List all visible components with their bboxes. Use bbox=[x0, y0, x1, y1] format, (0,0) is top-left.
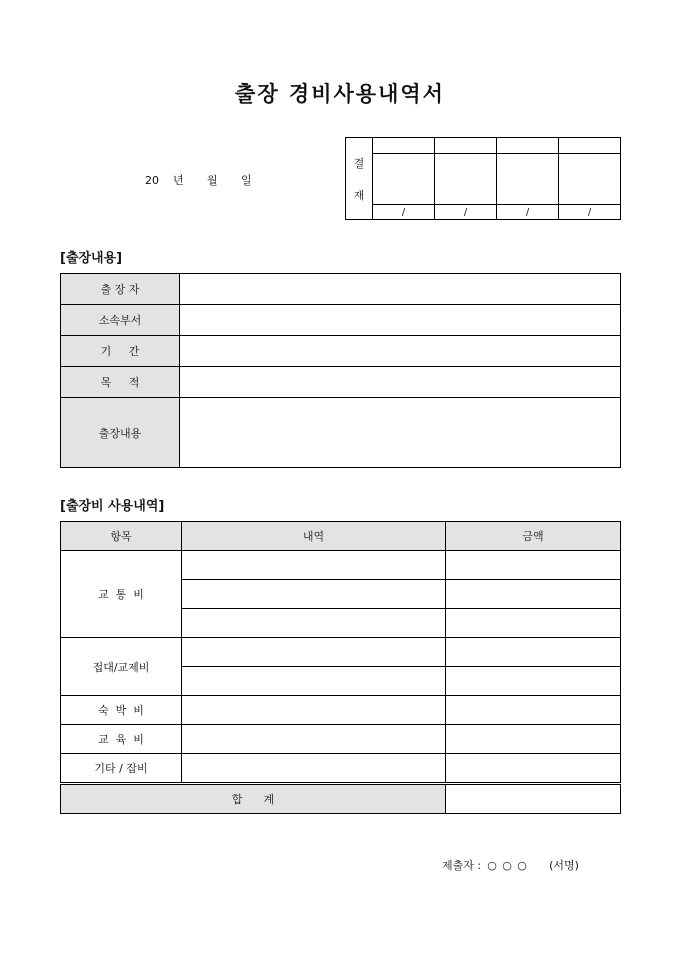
approval-date-cell[interactable]: / bbox=[497, 205, 559, 220]
trip-details-field[interactable] bbox=[180, 398, 621, 468]
expense-amount-cell[interactable] bbox=[446, 725, 621, 754]
approval-header-cell[interactable] bbox=[373, 138, 435, 154]
trip-info-table bbox=[60, 273, 621, 468]
approval-date-cell[interactable]: / bbox=[435, 205, 497, 220]
expense-detail-cell[interactable] bbox=[182, 609, 446, 638]
expense-amount-cell[interactable] bbox=[446, 754, 621, 784]
approval-header-cell[interactable] bbox=[497, 138, 559, 154]
submitter-label: 제출자 : bbox=[442, 859, 482, 872]
expense-amount-cell[interactable] bbox=[446, 696, 621, 725]
expense-amount-cell[interactable] bbox=[446, 638, 621, 667]
date-year-label: 년 bbox=[173, 174, 184, 187]
approval-sign-cell[interactable] bbox=[373, 154, 435, 205]
traveler-label: 출 장 자 bbox=[61, 274, 180, 305]
expense-detail-cell[interactable] bbox=[182, 580, 446, 609]
expense-detail-cell[interactable] bbox=[182, 551, 446, 580]
date-day-label: 일 bbox=[241, 174, 252, 187]
expense-amount-cell[interactable] bbox=[446, 580, 621, 609]
category-transport: 교 통 비 bbox=[61, 551, 182, 638]
department-field[interactable] bbox=[180, 305, 621, 336]
purpose-field[interactable] bbox=[180, 367, 621, 398]
document-title: 출장 경비사용내역서 bbox=[235, 81, 445, 106]
approval-table bbox=[345, 137, 621, 220]
date-month-label: 월 bbox=[207, 174, 218, 187]
submitter-name-mark[interactable]: ○ bbox=[502, 859, 512, 872]
approval-label-cell bbox=[346, 138, 373, 220]
category-education: 교 육 비 bbox=[61, 725, 182, 754]
section-expense-heading: [출장비 사용내역] bbox=[60, 499, 165, 514]
total-amount-cell[interactable] bbox=[446, 784, 621, 814]
traveler-field[interactable] bbox=[180, 274, 621, 305]
submitter-line bbox=[442, 857, 579, 873]
total-label: 합 계 bbox=[61, 784, 446, 814]
period-label: 기 간 bbox=[61, 336, 180, 367]
signature-label: (서명) bbox=[549, 859, 579, 872]
department-label: 소속부서 bbox=[61, 305, 180, 336]
column-header-amount: 금액 bbox=[446, 522, 621, 551]
expense-amount-cell[interactable] bbox=[446, 667, 621, 696]
date-year[interactable]: 20 bbox=[145, 174, 159, 187]
expense-table bbox=[60, 521, 621, 814]
approval-sign-cell[interactable] bbox=[559, 154, 621, 205]
column-header-details: 내역 bbox=[182, 522, 446, 551]
expense-detail-cell[interactable] bbox=[182, 754, 446, 784]
approval-sign-cell[interactable] bbox=[435, 154, 497, 205]
expense-detail-cell[interactable] bbox=[182, 638, 446, 667]
period-field[interactable] bbox=[180, 336, 621, 367]
approval-header-cell[interactable] bbox=[559, 138, 621, 154]
date-line bbox=[145, 172, 252, 188]
expense-detail-cell[interactable] bbox=[182, 667, 446, 696]
category-entertainment: 접대/교제비 bbox=[61, 638, 182, 696]
approval-label-top: 결 bbox=[353, 156, 365, 170]
approval-sign-cell[interactable] bbox=[497, 154, 559, 205]
approval-date-cell[interactable]: / bbox=[373, 205, 435, 220]
column-header-item: 항목 bbox=[61, 522, 182, 551]
expense-amount-cell[interactable] bbox=[446, 551, 621, 580]
expense-detail-cell[interactable] bbox=[182, 725, 446, 754]
trip-details-label: 출장내용 bbox=[61, 398, 180, 468]
approval-date-cell[interactable]: / bbox=[559, 205, 621, 220]
submitter-name-mark[interactable]: ○ bbox=[487, 859, 497, 872]
category-lodging: 숙 박 비 bbox=[61, 696, 182, 725]
category-misc: 기타 / 잡비 bbox=[61, 754, 182, 784]
approval-header-cell[interactable] bbox=[435, 138, 497, 154]
approval-label-bottom: 재 bbox=[353, 188, 365, 202]
expense-detail-cell[interactable] bbox=[182, 696, 446, 725]
purpose-label: 목 적 bbox=[61, 367, 180, 398]
expense-amount-cell[interactable] bbox=[446, 609, 621, 638]
section-trip-heading: [출장내용] bbox=[60, 251, 123, 266]
submitter-name-mark[interactable]: ○ bbox=[517, 859, 527, 872]
